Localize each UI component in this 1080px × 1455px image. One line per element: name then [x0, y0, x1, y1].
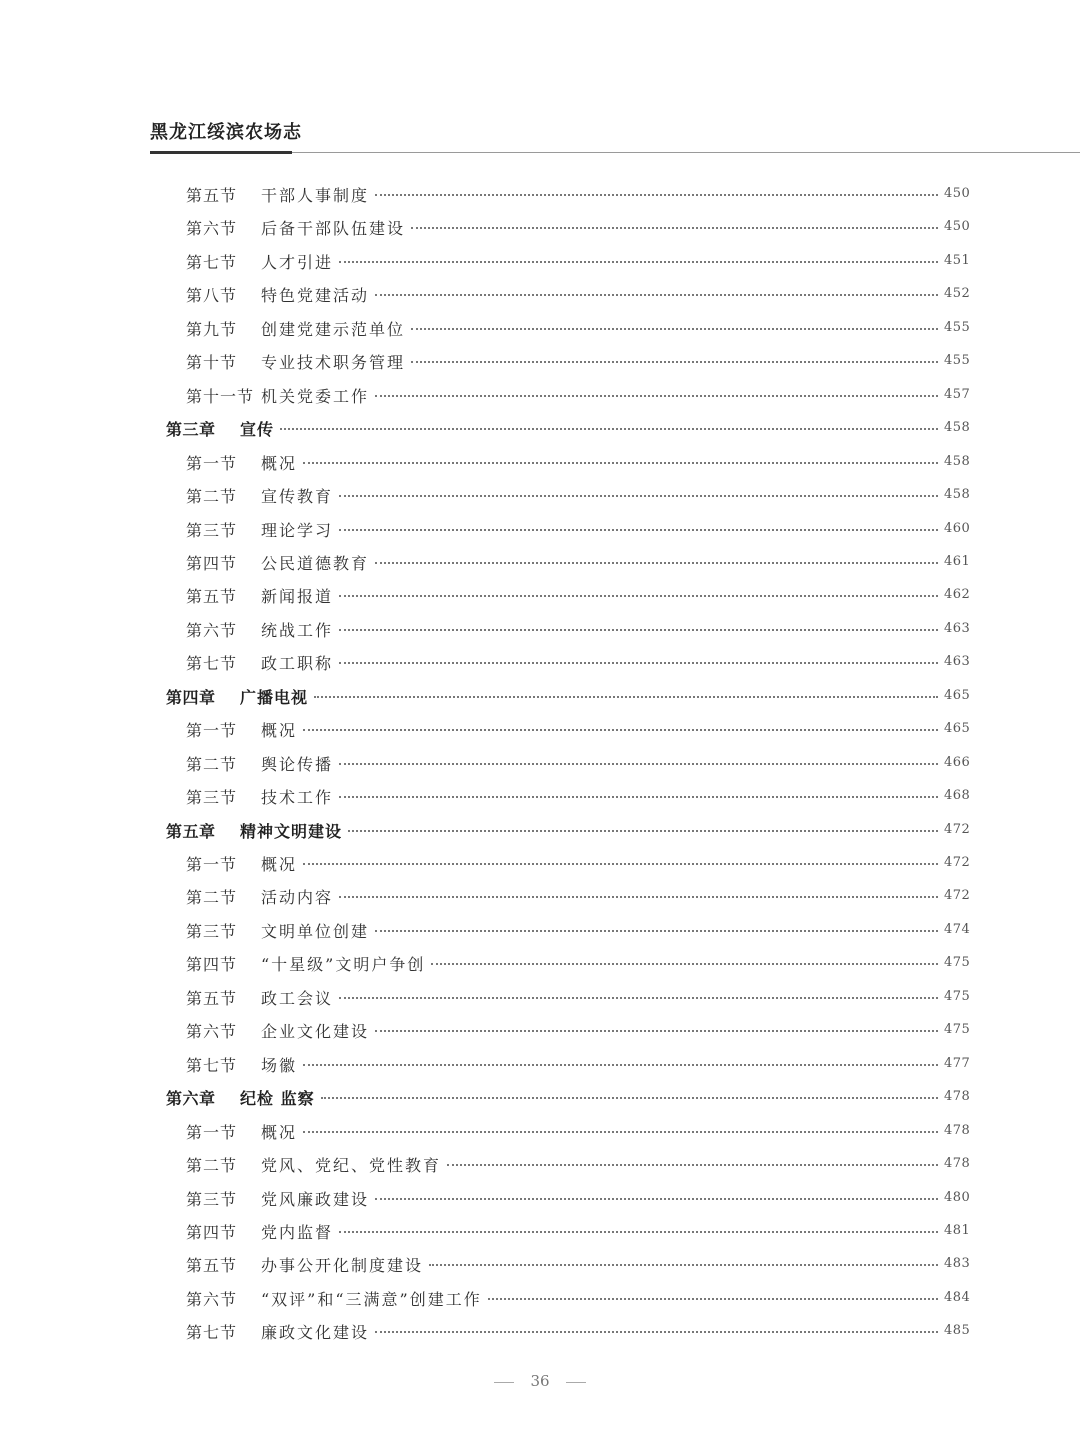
dot-leader	[339, 763, 938, 765]
toc-section-entry[interactable]	[0, 746, 1080, 780]
entry-title: 廉政文化建设	[261, 1323, 370, 1343]
dot-leader	[411, 328, 938, 330]
dot-leader	[339, 629, 938, 631]
entry-label: 第十一节	[186, 386, 255, 406]
entry-label: 第五章	[166, 821, 216, 841]
header-rule-accent	[150, 151, 292, 154]
entry-title: 纪检 监察	[240, 1089, 315, 1109]
entry-label: 第一节	[186, 453, 238, 473]
dot-leader	[411, 361, 938, 363]
entry-title: 广播电视	[240, 687, 309, 707]
entry-title: 概况	[261, 1122, 298, 1142]
toc-section-entry[interactable]	[0, 1314, 1080, 1348]
running-header	[150, 114, 1080, 158]
entry-title: 文明单位创建	[261, 921, 370, 941]
entry-label: 第五节	[186, 988, 238, 1008]
dot-leader	[303, 1131, 938, 1133]
toc-section-entry[interactable]	[0, 545, 1080, 579]
toc-chapter-entry[interactable]	[0, 813, 1080, 847]
header-rule	[292, 152, 1080, 153]
entry-title: “十星级”文明户争创	[261, 955, 426, 975]
entry-title: 精神文明建设	[240, 821, 343, 841]
toc-section-entry[interactable]	[0, 1214, 1080, 1248]
dot-leader	[375, 1331, 938, 1333]
entry-label: 第四节	[186, 1222, 238, 1242]
entry-title: 人才引进	[261, 252, 334, 272]
entry-page-number: 474	[944, 921, 971, 937]
entry-page-number: 458	[944, 420, 971, 436]
toc-chapter-entry[interactable]	[0, 679, 1080, 713]
entry-title: 宣传教育	[261, 487, 334, 507]
entry-title: 党内监督	[261, 1222, 334, 1242]
dot-leader	[339, 997, 938, 999]
entry-page-number: 455	[944, 353, 971, 369]
toc-section-entry[interactable]	[0, 478, 1080, 512]
toc-chapter-entry[interactable]	[0, 1080, 1080, 1114]
toc-section-entry[interactable]	[0, 1047, 1080, 1081]
entry-label: 第一节	[186, 855, 238, 874]
entry-page-number: 468	[944, 788, 971, 804]
toc-section-entry[interactable]	[0, 1147, 1080, 1181]
entry-page-number: 472	[944, 855, 971, 870]
entry-page-number: 455	[944, 319, 971, 335]
entry-page-number: 458	[944, 487, 971, 503]
entry-page-number: 451	[944, 252, 971, 268]
dot-leader	[339, 896, 938, 898]
toc-section-entry[interactable]	[0, 277, 1080, 311]
entry-page-number: 472	[944, 888, 971, 904]
dot-leader	[348, 830, 938, 832]
entry-title: 统战工作	[261, 620, 334, 640]
entry-title: 干部人事制度	[261, 186, 370, 205]
entry-title: 机关党委工作	[261, 386, 370, 406]
toc-section-entry[interactable]	[0, 913, 1080, 947]
toc-section-entry[interactable]	[0, 712, 1080, 746]
entry-title: 政工职称	[261, 654, 334, 674]
entry-title: 技术工作	[261, 788, 334, 808]
entry-page-number: 465	[944, 721, 971, 737]
entry-title: 舆论传播	[261, 754, 334, 774]
dot-leader	[314, 696, 938, 698]
entry-title: 创建党建示范单位	[261, 319, 406, 339]
entry-label: 第二节	[186, 487, 238, 507]
entry-title: 宣传	[240, 420, 275, 440]
entry-label: 第七节	[186, 654, 238, 674]
entry-title: 党风、党纪、党性教育	[261, 1156, 442, 1176]
dot-leader	[447, 1164, 938, 1166]
dot-leader	[303, 729, 938, 731]
entry-label: 第十节	[186, 353, 238, 373]
entry-title: 办事公开化制度建设	[261, 1256, 424, 1276]
entry-page-number: 478	[944, 1089, 971, 1105]
entry-label: 第三节	[186, 520, 238, 540]
dot-leader	[375, 294, 938, 296]
entry-title: 概况	[261, 855, 298, 874]
entry-label: 第八节	[186, 286, 238, 306]
entry-label: 第九节	[186, 319, 238, 339]
footer-dash-left	[494, 1382, 514, 1383]
toc-section-entry[interactable]	[0, 645, 1080, 679]
entry-label: 第七节	[186, 252, 238, 272]
entry-label: 第四节	[186, 553, 238, 573]
dot-leader	[280, 428, 938, 430]
toc-section-entry[interactable]	[0, 779, 1080, 813]
toc-section-entry[interactable]	[0, 846, 1080, 880]
entry-label: 第二节	[186, 754, 238, 774]
entry-title: 企业文化建设	[261, 1022, 370, 1042]
entry-page-number: 466	[944, 754, 971, 770]
entry-page-number: 485	[944, 1323, 971, 1339]
toc-section-entry[interactable]	[0, 1013, 1080, 1047]
dot-leader	[303, 1064, 938, 1066]
entry-title: 公民道德教育	[261, 553, 370, 573]
toc-section-entry[interactable]	[0, 512, 1080, 546]
entry-label: 第五节	[186, 186, 238, 205]
dot-leader	[488, 1298, 938, 1300]
entry-label: 第五节	[186, 1256, 238, 1276]
entry-page-number: 460	[944, 520, 971, 536]
toc-section-entry[interactable]	[0, 1114, 1080, 1148]
entry-page-number: 472	[944, 821, 971, 837]
entry-title: 特色党建活动	[261, 286, 370, 306]
entry-label: 第一节	[186, 1122, 238, 1142]
entry-page-number: 465	[944, 687, 971, 703]
dot-leader	[375, 562, 938, 564]
toc-section-entry[interactable]	[0, 344, 1080, 378]
entry-title: 活动内容	[261, 888, 334, 908]
entry-label: 第六节	[186, 1022, 238, 1042]
entry-page-number: 478	[944, 1156, 971, 1172]
entry-label: 第七节	[186, 1323, 238, 1343]
entry-title: 理论学习	[261, 520, 334, 540]
dot-leader	[375, 194, 938, 196]
toc-section-entry[interactable]	[0, 578, 1080, 612]
entry-label: 第三节	[186, 1189, 238, 1209]
toc-section-entry[interactable]	[0, 1247, 1080, 1281]
dot-leader	[429, 1264, 938, 1266]
entry-title: 概况	[261, 453, 298, 473]
toc-section-entry[interactable]	[0, 612, 1080, 646]
entry-label: 第二节	[186, 888, 238, 908]
entry-page-number: 457	[944, 386, 971, 402]
entry-label: 第一节	[186, 721, 238, 741]
entry-title: 专业技术职务管理	[261, 353, 406, 373]
toc-section-entry[interactable]	[0, 1281, 1080, 1315]
dot-leader	[321, 1097, 938, 1099]
entry-page-number: 463	[944, 654, 971, 670]
page-number: 36	[530, 1372, 550, 1390]
entry-page-number: 463	[944, 620, 971, 636]
toc-chapter-entry[interactable]	[0, 411, 1080, 445]
entry-label: 第四节	[186, 955, 238, 975]
entry-label: 第六章	[166, 1089, 216, 1109]
toc-section-entry[interactable]	[0, 445, 1080, 479]
toc-section-entry[interactable]	[0, 879, 1080, 913]
entry-title: 场徽	[261, 1055, 298, 1075]
entry-label: 第二节	[186, 1156, 238, 1176]
entry-page-number: 481	[944, 1222, 971, 1238]
entry-page-number: 462	[944, 587, 971, 603]
entry-label: 第六节	[186, 620, 238, 640]
entry-page-number: 450	[944, 186, 971, 201]
toc-section-entry[interactable]	[0, 177, 1080, 211]
entry-page-number: 450	[944, 219, 971, 235]
dot-leader	[339, 261, 938, 263]
entry-page-number: 475	[944, 955, 971, 971]
toc-section-entry[interactable]	[0, 946, 1080, 980]
entry-title: 后备干部队伍建设	[261, 219, 406, 239]
toc-section-entry[interactable]	[0, 244, 1080, 278]
entry-title: “双评”和“三满意”创建工作	[261, 1289, 482, 1309]
dot-leader	[375, 395, 938, 397]
entry-title: 政工会议	[261, 988, 334, 1008]
entry-title: 新闻报道	[261, 587, 334, 607]
entry-page-number: 483	[944, 1256, 971, 1272]
entry-label: 第六节	[186, 219, 238, 239]
entry-label: 第五节	[186, 587, 238, 607]
dot-leader	[375, 1198, 938, 1200]
entry-label: 第七节	[186, 1055, 238, 1075]
dot-leader	[411, 227, 938, 229]
entry-title: 党风廉政建设	[261, 1189, 370, 1209]
entry-title: 概况	[261, 721, 298, 741]
toc-section-entry[interactable]	[0, 980, 1080, 1014]
dot-leader	[339, 529, 938, 531]
entry-page-number: 477	[944, 1055, 971, 1071]
dot-leader	[303, 863, 938, 865]
entry-page-number: 480	[944, 1189, 971, 1205]
entry-label: 第三节	[186, 788, 238, 808]
dot-leader	[339, 495, 938, 497]
entry-label: 第六节	[186, 1289, 238, 1309]
dot-leader	[431, 963, 938, 965]
entry-page-number: 461	[944, 553, 971, 569]
book-title: 黑龙江绥滨农场志	[150, 122, 302, 143]
entry-page-number: 478	[944, 1122, 971, 1138]
dot-leader	[339, 662, 938, 664]
entry-label: 第三章	[166, 420, 216, 440]
entry-page-number: 475	[944, 988, 971, 1004]
dot-leader	[375, 930, 938, 932]
dot-leader	[303, 462, 938, 464]
entry-page-number: 452	[944, 286, 971, 302]
toc-section-entry[interactable]	[0, 378, 1080, 412]
dot-leader	[375, 1030, 938, 1032]
entry-page-number: 484	[944, 1289, 971, 1305]
page-footer	[0, 1372, 1080, 1390]
toc-section-entry[interactable]	[0, 210, 1080, 244]
entry-label: 第三节	[186, 921, 238, 941]
dot-leader	[339, 595, 938, 597]
footer-dash-right	[566, 1382, 586, 1383]
toc-section-entry[interactable]	[0, 311, 1080, 345]
entry-page-number: 475	[944, 1022, 971, 1038]
toc-section-entry[interactable]	[0, 1181, 1080, 1215]
entry-label: 第四章	[166, 687, 216, 707]
entry-page-number: 458	[944, 453, 971, 469]
dot-leader	[339, 796, 938, 798]
dot-leader	[339, 1231, 938, 1233]
